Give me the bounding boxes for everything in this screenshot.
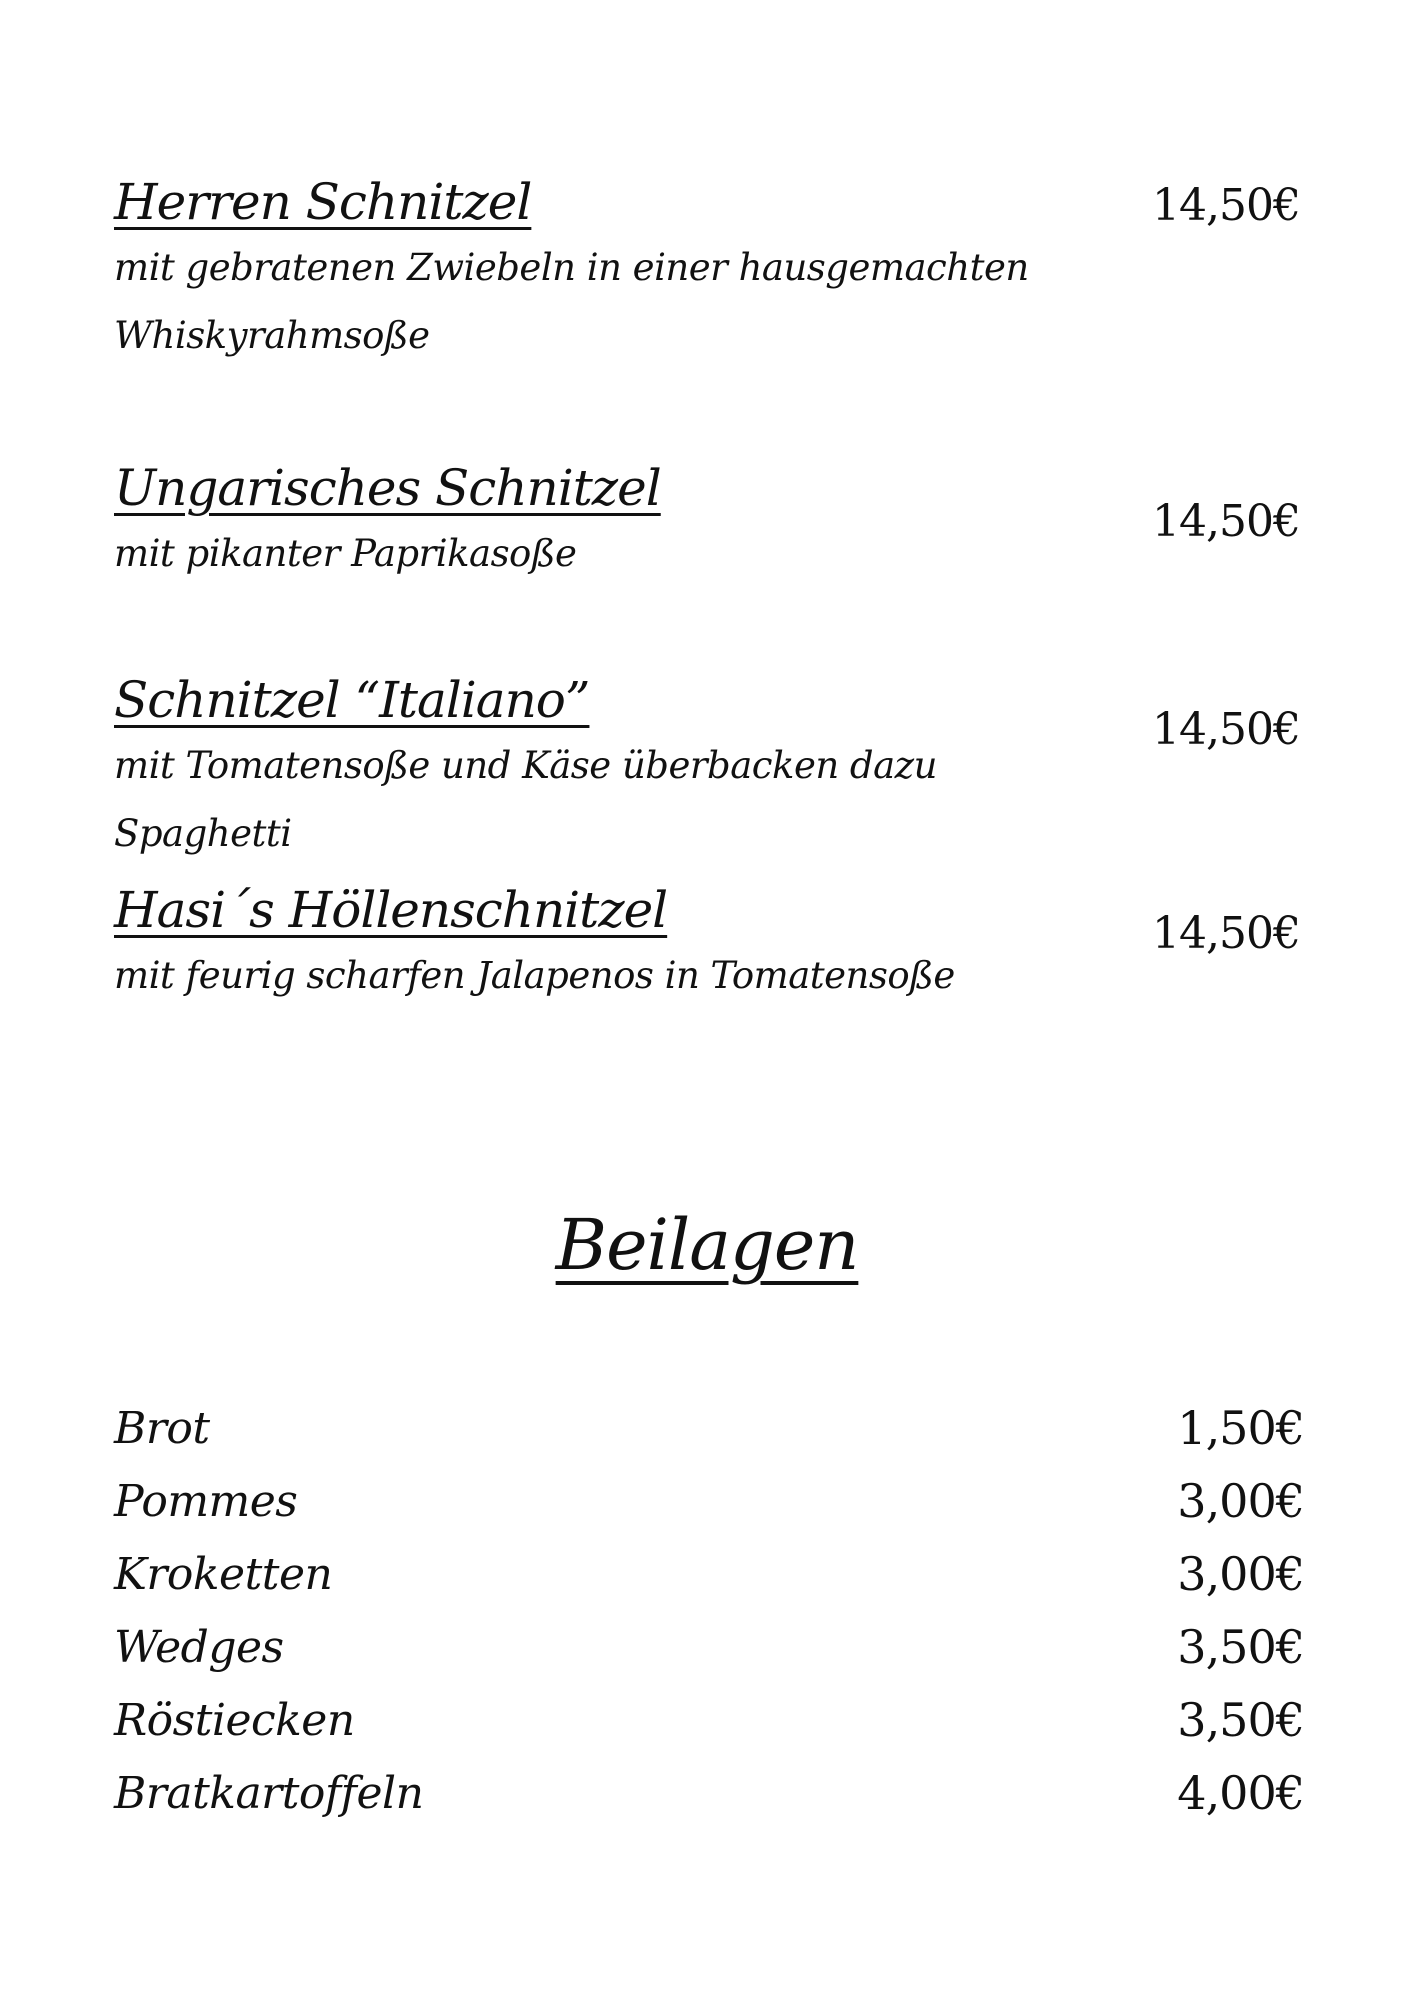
dish-name: Herren Schnitzel <box>114 173 532 231</box>
dish-name: Hasi´s Höllenschnitzel <box>114 881 668 939</box>
side-dish-price: 3,50€ <box>1177 1693 1304 1747</box>
side-dish-price: 3,00€ <box>1177 1547 1304 1601</box>
list-item <box>114 1538 1304 1611</box>
dish-description: mit Tomatensoße und Käse überbacken dazu Spaghetti <box>114 744 937 855</box>
dish-description: mit gebratenen Zwiebeln in einer hausgemachten Whiskyrahmsoße <box>114 246 1029 357</box>
side-dish-name: Wedges <box>114 1622 284 1673</box>
list-item <box>114 1757 1304 1830</box>
list-item <box>114 1611 1304 1684</box>
dish-name: Schnitzel “Italiano” <box>114 671 590 729</box>
dish-price: 14,50€ <box>1152 704 1300 755</box>
dish-price: 14,50€ <box>1152 908 1300 959</box>
list-item <box>114 1684 1304 1757</box>
section-heading-beilagen <box>0 1200 1414 1290</box>
dish-price: 14,50€ <box>1152 180 1300 231</box>
dish-description: mit feurig scharfen Jalapenos in Tomatensoße <box>114 954 955 997</box>
dish-description: mit pikanter Paprikasoße <box>114 532 577 575</box>
side-dish-name: Brot <box>114 1403 210 1454</box>
side-dish-name: Kroketten <box>114 1549 333 1600</box>
section-heading-text: Beilagen <box>555 1204 859 1286</box>
side-dish-price: 1,50€ <box>1177 1401 1304 1455</box>
side-dish-price: 3,00€ <box>1177 1474 1304 1528</box>
side-dish-name: Röstiecken <box>114 1695 355 1746</box>
side-dish-name: Bratkartoffeln <box>114 1768 424 1819</box>
list-item <box>114 1392 1304 1465</box>
list-item <box>114 1465 1304 1538</box>
dish-price: 14,50€ <box>1152 496 1300 547</box>
dish-name: Ungarisches Schnitzel <box>114 459 661 517</box>
side-dish-name: Pommes <box>114 1476 298 1527</box>
side-dish-list <box>114 1392 1304 1830</box>
side-dish-price: 4,00€ <box>1177 1766 1304 1820</box>
side-dish-price: 3,50€ <box>1177 1620 1304 1674</box>
